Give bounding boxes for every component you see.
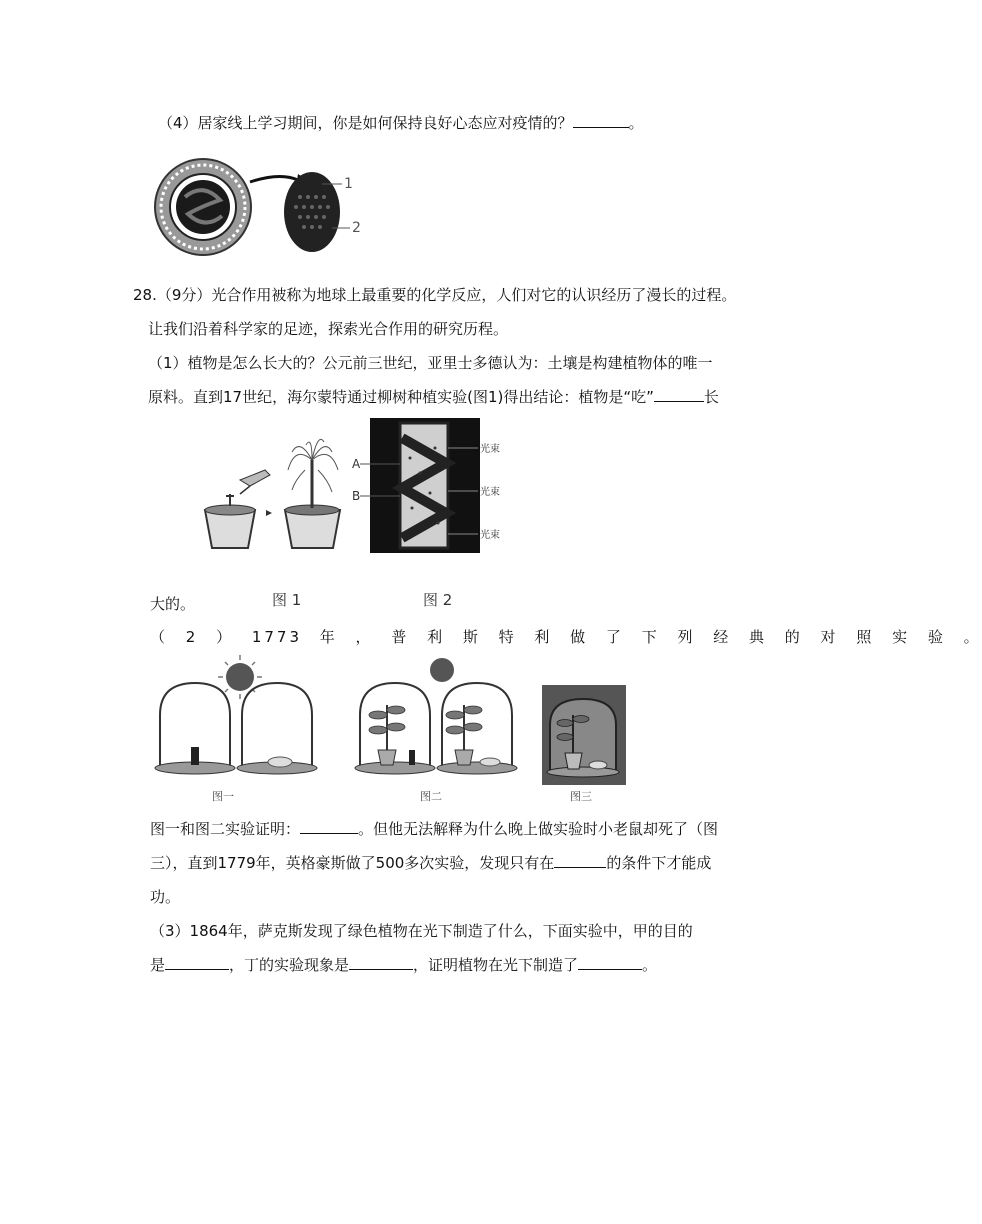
q28-part2-line1: （ 2 ） 1773 年 ， 普 利 斯 特 利 做 了 下 列 经 典 的 对 照 实 验 。 [150,628,982,646]
q28-part2-line2 [150,819,718,839]
part1-text: 原料。直到17世纪，海尔蒙特通过柳树种植实验(图1)得出结论：植物是“吃” [148,388,654,406]
light-beam-label: 光束 [480,530,500,541]
fig-b-caption: 图二 [420,790,442,803]
answer-blank [349,955,413,970]
q28-part2-line4: 功。 [150,888,181,906]
virus-figure [150,152,370,262]
bell-jar-experiment-figure [150,655,630,805]
part3-text: ，丁的实验现象是 [229,956,350,974]
q28-part1-line1: （1）植物是怎么长大的？公元前三世纪，亚里士多德认为：土壤是构建植物体的唯一 [148,354,713,372]
q28-part1-line2 [148,387,719,407]
answer-blank [300,819,358,834]
part2-text: 图一和图二实验证明： [150,820,301,838]
light-beam-label: 光束 [480,444,500,455]
q28-part3-line1: （3）1864年，萨克斯发现了绿色植物在光下制造了什么，下面实验中，甲的目的 [150,922,693,940]
label-a: A [352,457,361,471]
q28-intro-line2: 让我们沿着科学家的足迹，探索光合作用的研究历程。 [148,320,509,338]
answer-blank [554,853,606,868]
punct: 。 [628,114,644,132]
part1-text-end: 长 [703,388,719,406]
fig1-caption: 图 1 [272,591,302,609]
part2-text-cont: 。但他无法解释为什么晚上做实验时小老鼠却死了（图 [358,820,719,838]
answer-blank [165,955,229,970]
part2-text-cont: 的条件下才能成 [606,854,712,872]
part3-text: 是 [150,956,166,974]
fig-c-caption: 图三 [570,790,592,803]
part3-text: ，证明植物在光下制造了 [413,956,579,974]
answer-blank [654,387,704,402]
answer-blank [578,955,642,970]
part2-text: 三），直到1779年，英格豪斯做了500多次实验，发现只有在 [150,854,555,872]
q28-part2-line3 [150,853,711,873]
willow-experiment-figure [200,430,350,550]
label-b: B [352,489,361,503]
question-4-prompt: （4）居家线上学习期间，你是如何保持良好心态应对疫情的？ [158,114,573,132]
q28-intro-line1: 28.（9分）光合作用被称为地球上最重要的化学反应，人们对它的认识经历了漫长的过程。 [133,286,737,304]
question-4-text [158,113,644,133]
part1-ending: 大的。 [150,595,196,613]
light-beam-label: 光束 [480,487,500,498]
label-1: 1 [344,176,353,192]
part3-text: 。 [642,956,658,974]
answer-blank [573,113,629,128]
fig-a-caption: 图一 [212,790,234,803]
spirogyra-figure [350,418,510,553]
fig2-caption: 图 2 [423,591,453,609]
q28-part3-line2 [150,955,657,975]
label-2: 2 [352,220,361,236]
